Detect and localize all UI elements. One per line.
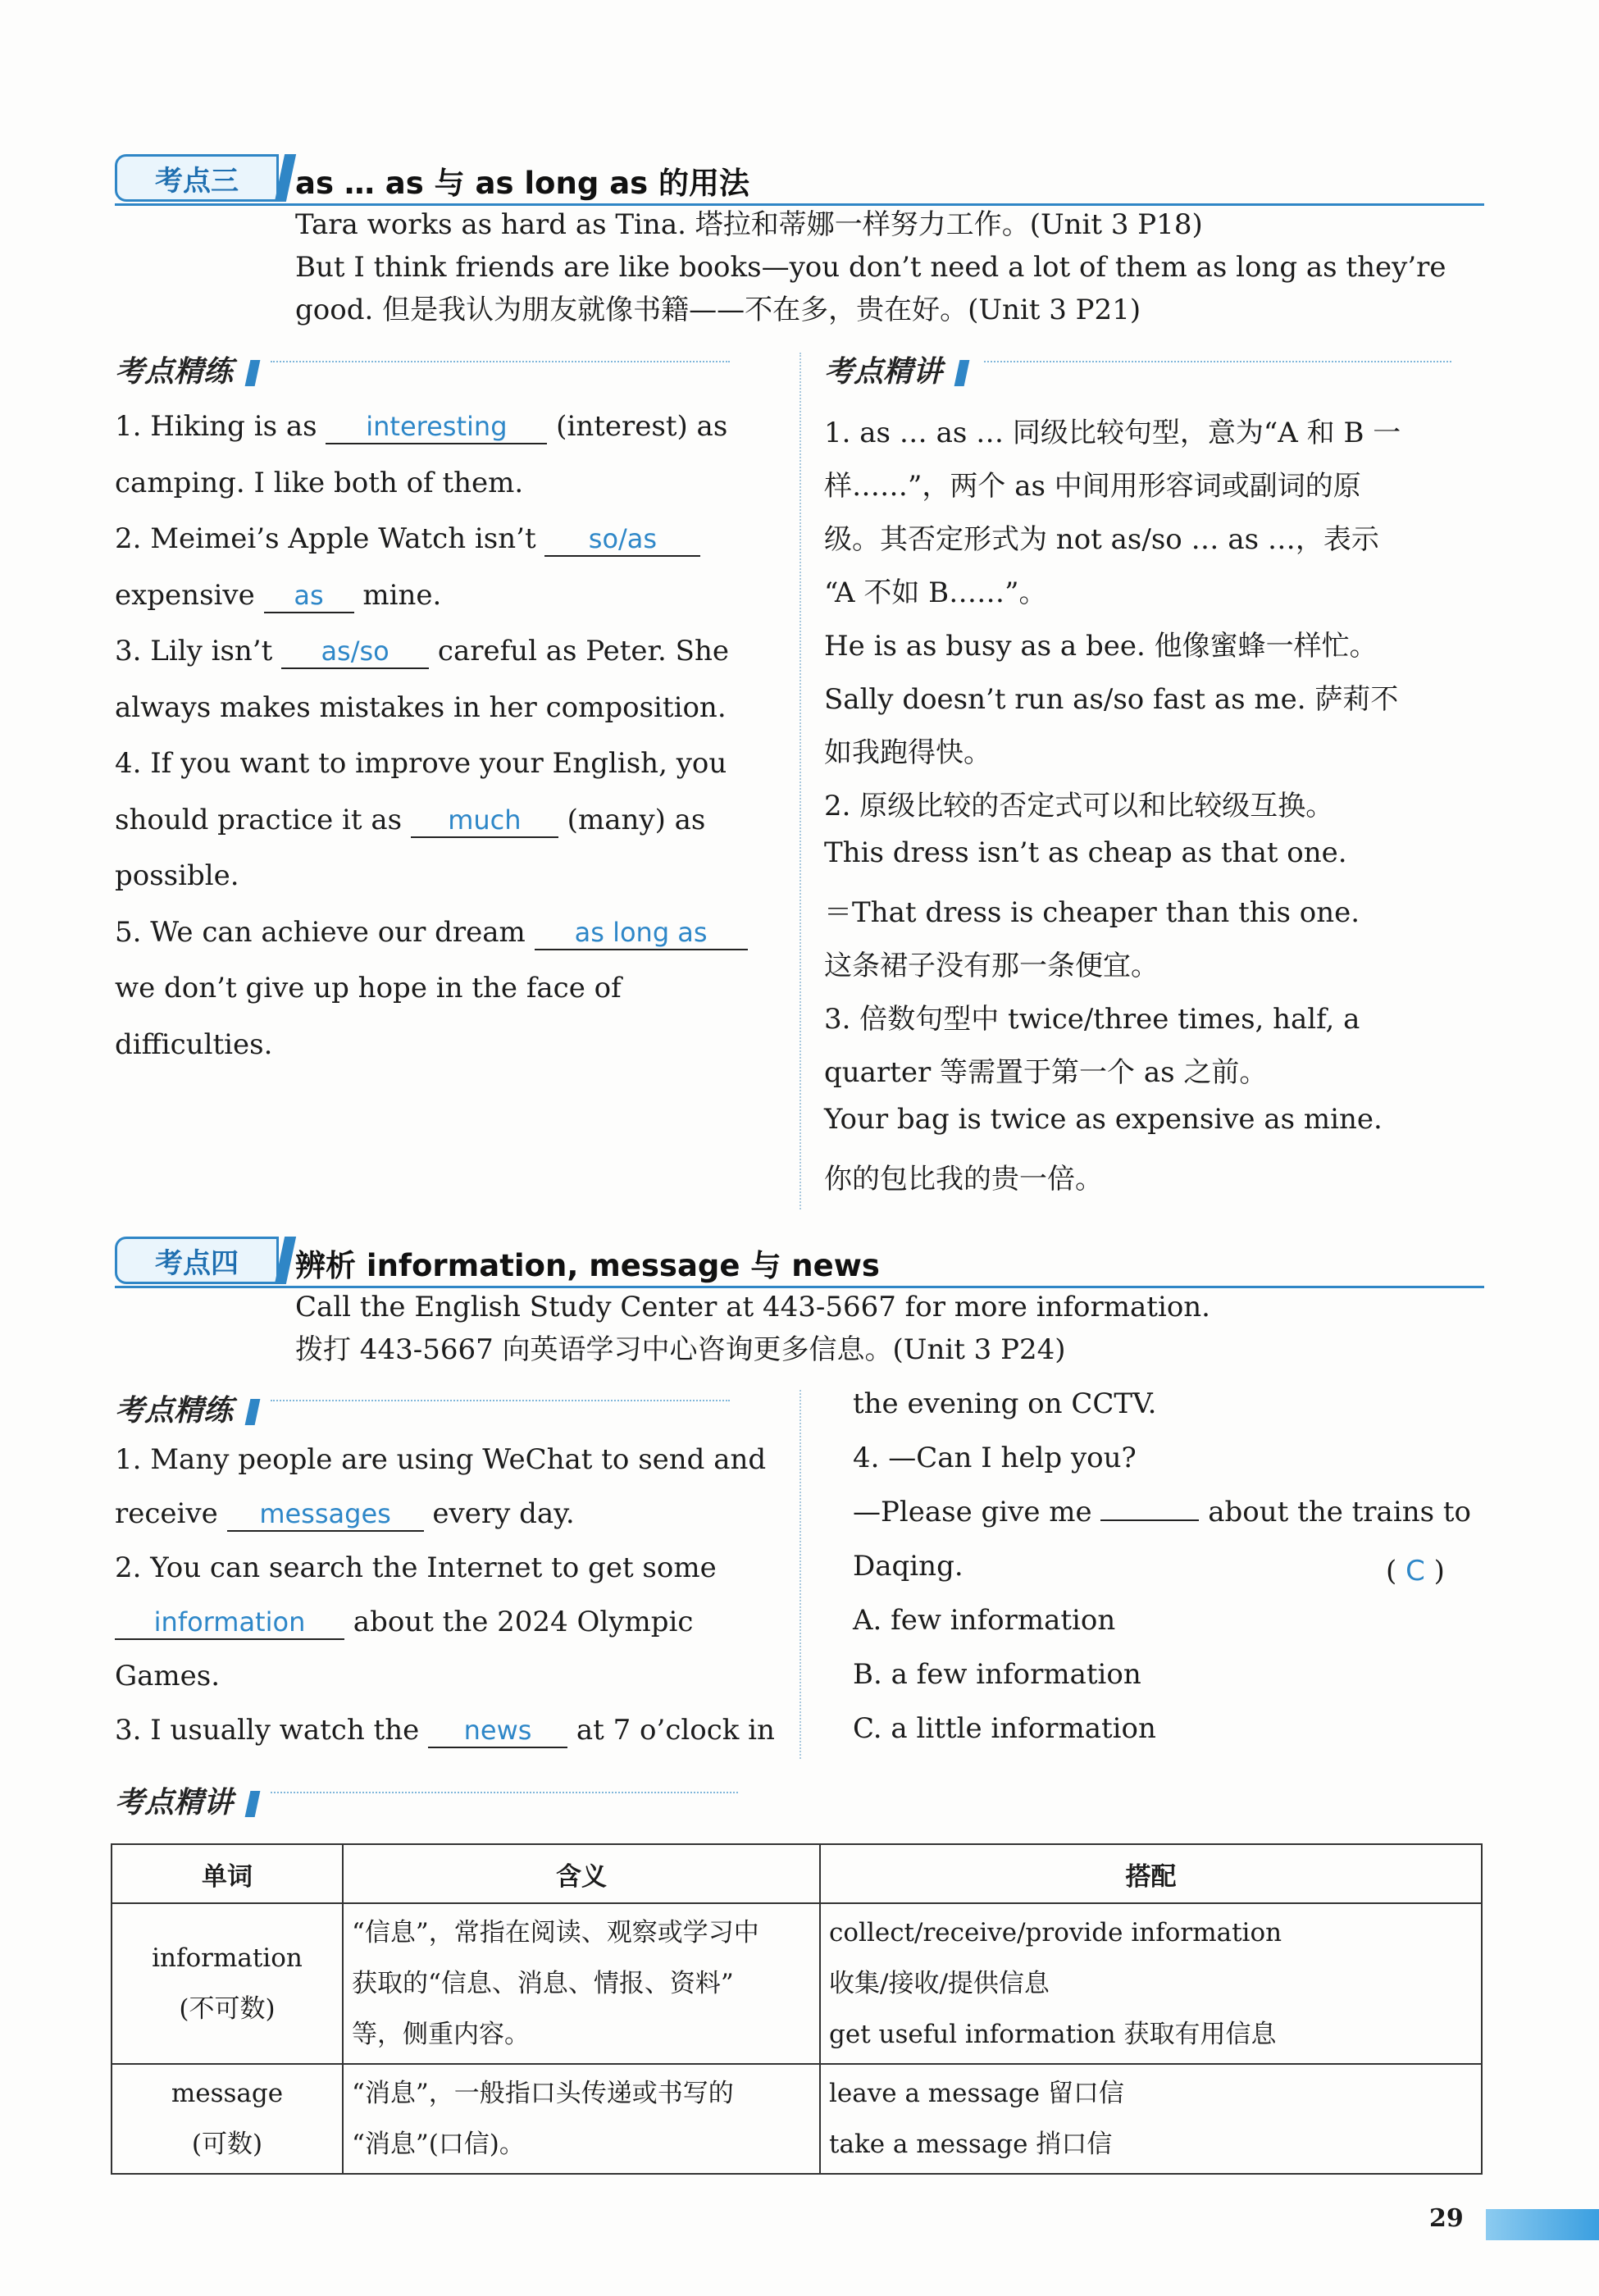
text-line: ＝That dress is cheaper than this one. xyxy=(824,896,1360,929)
answer-blank[interactable]: messages xyxy=(227,1497,424,1532)
dotted-rule xyxy=(271,1792,738,1793)
column-divider xyxy=(800,353,801,1210)
section3-example-3: good. 但是我认为朋友就像书籍——不在多，贵在好。(Unit 3 P21) xyxy=(295,294,1141,326)
answer-blank[interactable]: much xyxy=(411,804,558,838)
section4-practice-heading: 考点精练 xyxy=(115,1387,257,1429)
text-line: difficulties. xyxy=(115,1027,273,1061)
text-line: 1. as … as … 同级比较句型，意为“A 和 B 一 xyxy=(824,417,1401,449)
text-line: Sally doesn’t run as/so fast as me. 萨莉不 xyxy=(824,683,1399,716)
text-line: B. a few information xyxy=(853,1658,1141,1691)
text-line: the evening on CCTV. xyxy=(853,1387,1157,1420)
dotted-rule xyxy=(271,1400,730,1401)
answer-blank[interactable]: information xyxy=(115,1606,344,1640)
table-cell-meaning: “信息”，常指在阅读、观察或学习中 获取的“信息、消息、情报、资料” 等，侧重内容。 xyxy=(343,1903,820,2064)
dotted-rule xyxy=(271,361,730,362)
text-line: expensive as mine. xyxy=(115,578,442,612)
text-line: quarter 等需置于第一个 as 之前。 xyxy=(824,1056,1268,1089)
text-line: 3. 倍数句型中 twice/three times, half, a xyxy=(824,1003,1360,1036)
heading-bar-icon xyxy=(245,360,261,386)
text-line: This dress isn’t as cheap as that one. xyxy=(824,836,1347,869)
text-line: 你的包比我的贵一倍。 xyxy=(824,1163,1103,1196)
text-line: 1. Hiking is as interesting (interest) as xyxy=(115,410,728,443)
comparison-table xyxy=(111,1843,1483,2175)
text-line: 3. I usually watch the news at 7 o’clock in xyxy=(115,1714,775,1747)
heading-bar-icon xyxy=(245,1791,261,1817)
text-line: 1. Many people are using WeChat to send and xyxy=(115,1443,767,1476)
text-line: A. few information xyxy=(853,1604,1116,1637)
text-line: 如我跑得快。 xyxy=(824,736,991,769)
text-line: 2. 原级比较的否定式可以和比较级互换。 xyxy=(824,790,1334,822)
answer-blank[interactable]: as long as xyxy=(535,916,748,950)
section4-title: 辨析 information, message 与 news xyxy=(295,1248,880,1283)
text-line: C. a little information xyxy=(853,1712,1156,1745)
section4-tag: 考点四 xyxy=(115,1237,279,1284)
answer-blank[interactable]: interesting xyxy=(326,410,547,444)
answer-blank[interactable]: news xyxy=(428,1714,567,1748)
text-line: 3. Lily isn’t as/so careful as Peter. She xyxy=(115,635,729,667)
section4-example-2: 拨打 443-5667 向英语学习中心咨询更多信息。(Unit 3 P24) xyxy=(295,1333,1066,1366)
text-line: 级。其否定形式为 not as/so … as …，表示 xyxy=(824,523,1379,556)
section3-example-2: But I think friends are like books—you don’t need a lot of them as long as they’re xyxy=(295,251,1446,284)
text-line: 2. You can search the Internet to get some xyxy=(115,1551,717,1584)
table-cell-meaning: “消息”，一般指口头传递或书写的 “消息”(口信)。 xyxy=(343,2064,820,2174)
text-line: 4. If you want to improve your English, you xyxy=(115,747,727,780)
text-line: Your bag is twice as expensive as mine. xyxy=(824,1103,1383,1136)
table-cell-usage: leave a message 留口信 take a message 捎口信 xyxy=(820,2064,1482,2174)
table-row xyxy=(112,2064,1482,2174)
text-line: receive messages every day. xyxy=(115,1497,575,1530)
dotted-rule xyxy=(984,361,1451,362)
section3-lecture-heading: 考点精讲 xyxy=(824,348,967,390)
table-cell-word: information (不可数) xyxy=(112,1903,343,2064)
heading-bar-icon xyxy=(954,360,970,386)
section3-title: as … as 与 as long as 的用法 xyxy=(295,166,750,201)
choice-answer: C xyxy=(1405,1555,1425,1588)
section4-lecture-heading: 考点精讲 xyxy=(115,1779,257,1821)
text-line: —Please give me about the trains to xyxy=(853,1496,1471,1528)
text-line: 这条裙子没有那一条便宜。 xyxy=(824,950,1159,982)
text-line: Games. xyxy=(115,1660,221,1692)
text-line: possible. xyxy=(115,859,239,892)
table-header: 含义 xyxy=(343,1844,820,1903)
text-line: always makes mistakes in her composition. xyxy=(115,690,727,724)
section4-example-1: Call the English Study Center at 443-5667 for more information. xyxy=(295,1291,1210,1323)
table-cell-word: message (可数) xyxy=(112,2064,343,2174)
table-header: 搭配 xyxy=(820,1844,1482,1903)
table-cell-usage: collect/receive/provide information 收集/接收/提供信息 get useful information 获取有用信息 xyxy=(820,1903,1482,2064)
text-line: He is as busy as a bee. 他像蜜蜂一样忙。 xyxy=(824,630,1378,663)
answer-blank[interactable]: so/as xyxy=(544,522,700,557)
text-line: 5. We can achieve our dream as long as xyxy=(115,916,748,950)
table-header: 单词 xyxy=(112,1844,343,1903)
answer-blank[interactable]: as/so xyxy=(281,635,429,669)
section3-practice-heading: 考点精练 xyxy=(115,348,257,390)
text-line: 4. —Can I help you? xyxy=(853,1442,1137,1474)
text-line: 2. Meimei’s Apple Watch isn’t so/as xyxy=(115,522,700,557)
table-header-row xyxy=(112,1844,1482,1903)
text-line: should practice it as much (many) as xyxy=(115,803,706,836)
text-line: Daqing. xyxy=(853,1550,963,1583)
choice-bracket: ( C ) xyxy=(1386,1555,1445,1588)
text-line: information about the 2024 Olympic xyxy=(115,1606,693,1640)
section3-tag: 考点三 xyxy=(115,154,279,202)
column-divider xyxy=(800,1390,801,1759)
text-line: camping. I like both of them. xyxy=(115,466,524,499)
answer-blank[interactable] xyxy=(1100,1519,1199,1521)
page-number: 29 xyxy=(1429,2204,1464,2233)
answer-blank[interactable]: as xyxy=(264,579,354,613)
text-line: we don’t give up hope in the face of xyxy=(115,972,622,1004)
page-corner-bar xyxy=(1486,2209,1599,2240)
text-line: 样……”，两个 as 中间用形容词或副词的原 xyxy=(824,470,1361,503)
section3-example-1: Tara works as hard as Tina. 塔拉和蒂娜一样努力工作。(Unit 3 P18) xyxy=(295,208,1203,241)
text-line: “A 不如 B……”。 xyxy=(824,576,1047,609)
heading-bar-icon xyxy=(245,1399,261,1425)
table-row xyxy=(112,1903,1482,2064)
